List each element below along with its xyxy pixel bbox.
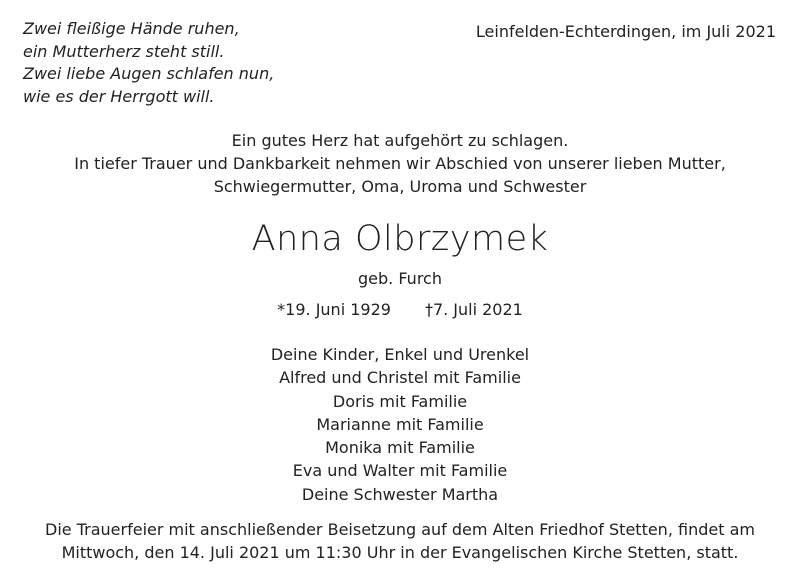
mourner-line: Eva und Walter mit Familie <box>292 461 508 481</box>
funeral-info <box>0 518 800 564</box>
mourners-list <box>0 343 800 506</box>
funeral-line: Die Trauerfeier mit anschließender Beisetzung auf dem Alten Friedhof Stetten, findet am <box>45 520 755 539</box>
mourner-line: Monika mit Familie <box>325 438 475 458</box>
mourner-line: Deine Kinder, Enkel und Urenkel <box>270 345 530 364</box>
place-and-date: Leinfelden-Echterdingen, im Juli 2021 <box>475 22 776 41</box>
funeral-line: Mittwoch, den 14. Juli 2021 um 11:30 Uhr in der Evangelischen Kirche Stetten, statt. <box>61 543 739 562</box>
poem-line: wie es der Herrgott will. <box>23 86 215 106</box>
mourner-line: Deine Schwester Martha <box>301 484 499 504</box>
intro-text <box>0 129 800 198</box>
mourner-line: Alfred und Christel mit Familie <box>279 368 521 388</box>
poem-line: ein Mutterherz steht still. <box>23 41 225 61</box>
intro-line: In tiefer Trauer und Dankbarkeit nehmen wir Abschied von unserer lieben Mutter, <box>74 154 726 173</box>
poem-line: Zwei fleißige Hände ruhen, <box>23 19 240 38</box>
poem-line: Zwei liebe Augen schlafen nun, <box>23 64 275 83</box>
death-date: †7. Juli 2021 <box>424 300 523 319</box>
maiden-name: geb. Furch <box>358 269 442 288</box>
birth-date: *19. Juni 1929 <box>277 300 391 319</box>
deceased-name: Anna Olbrzymek <box>251 219 549 259</box>
life-dates <box>0 300 800 319</box>
poem <box>23 18 274 108</box>
mourner-line: Doris mit Familie <box>332 391 468 411</box>
mourner-line: Marianne mit Familie <box>316 414 484 434</box>
intro-line: Schwiegermutter, Oma, Uroma und Schwester <box>213 177 587 196</box>
intro-line: Ein gutes Herz hat aufgehört zu schlagen. <box>231 131 569 150</box>
